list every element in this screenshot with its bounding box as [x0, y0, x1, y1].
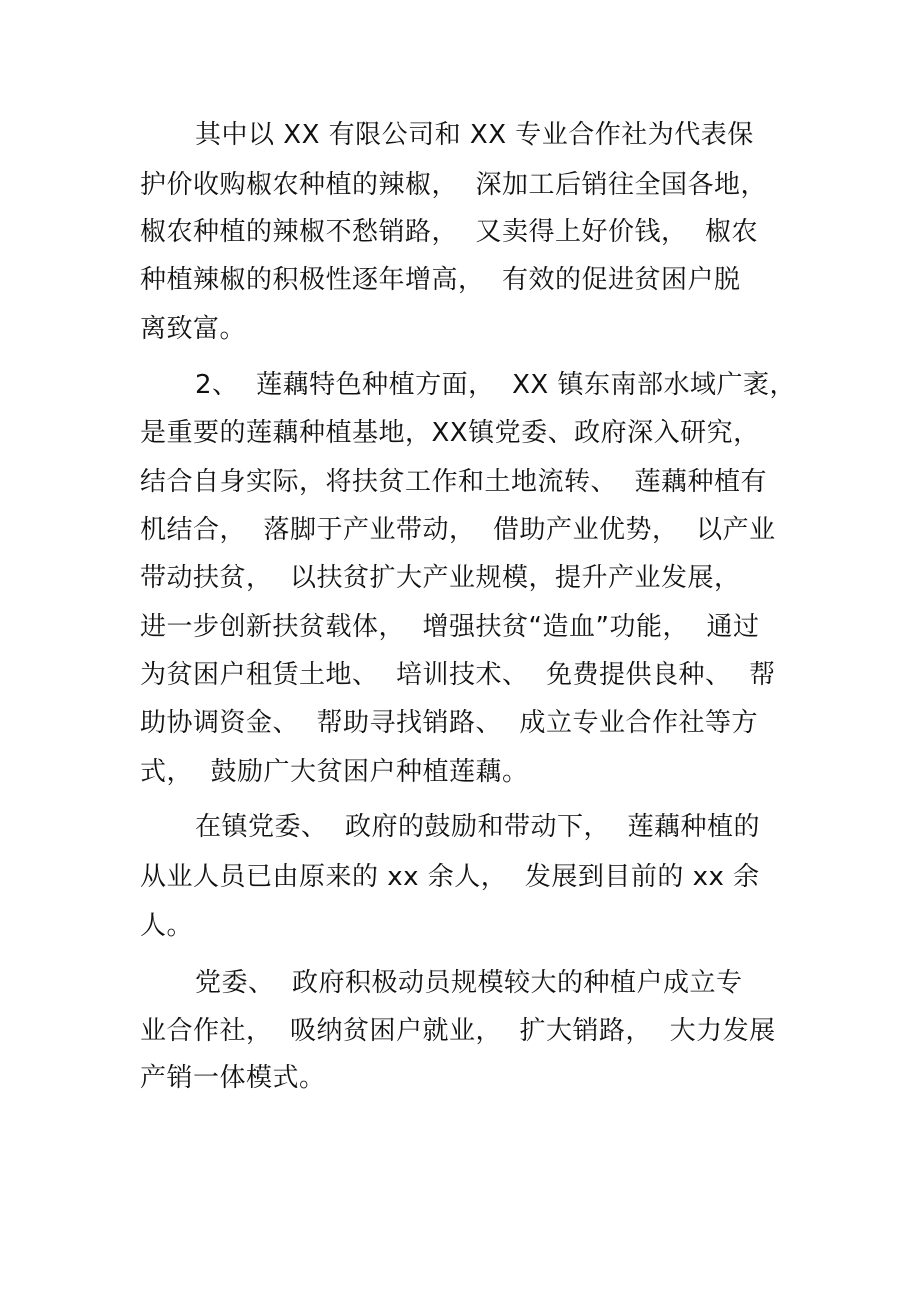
paragraph-2-line-6: 进一步创新扶贫载体， 增强扶贫“造血”功能， 通过	[140, 612, 760, 642]
paragraph-1-line-5: 离致富。	[140, 314, 247, 344]
paragraph-1-line-2: 护价收购椒农种植的辣椒， 深加工后销往全国各地，	[140, 170, 768, 200]
paragraph-2-line-4: 机结合， 落脚于产业带动， 借助产业优势， 以产业	[140, 515, 776, 545]
paragraph-4-line-3: 产销一体模式。	[140, 1063, 326, 1093]
paragraph-2-line-1: 2、 莲藕特色种植方面， XX 镇东南部水域广袤，	[195, 370, 796, 400]
paragraph-1-line-4: 种植辣椒的积极性逐年增高， 有效的促进贫困户脱	[140, 265, 741, 295]
paragraph-2-line-5: 带动扶贫， 以扶贫扩大产业规模，提升产业发展，	[140, 563, 741, 593]
paragraph-2-line-8: 助协调资金、 帮助寻找销路、 成立专业合作社等方	[140, 708, 759, 738]
paragraph-3-line-3: 人。	[140, 911, 194, 941]
paragraph-2-line-9: 式， 鼓励广大贫困户种植莲藕。	[140, 757, 529, 787]
paragraph-2-line-3: 结合自身实际，将扶贫工作和土地流转、 莲藕种植有	[140, 467, 768, 497]
paragraph-1-line-1: 其中以 XX 有限公司和 XX 专业合作社为代表保	[195, 120, 754, 150]
paragraph-2-line-7: 为贫困户租赁土地、 培训技术、 免费提供良种、 帮	[140, 660, 776, 690]
paragraph-1-line-3: 椒农种植的辣椒不愁销路， 又卖得上好价钱， 椒农	[140, 217, 759, 247]
paragraph-3-line-2: 从业人员已由原来的 xx 余人， 发展到目前的 xx 余	[140, 862, 760, 892]
paragraph-4-line-1: 党委、 政府积极动员规模较大的种植户成立专	[195, 968, 743, 998]
paragraph-2-line-2: 是重要的莲藕种植基地，XX镇党委、政府深入研究，	[140, 418, 760, 448]
paragraph-3-line-1: 在镇党委、 政府的鼓励和带动下， 莲藕种植的	[195, 812, 761, 842]
paragraph-4-line-2: 业合作社， 吸纳贫困户就业， 扩大销路， 大力发展	[140, 1016, 776, 1046]
